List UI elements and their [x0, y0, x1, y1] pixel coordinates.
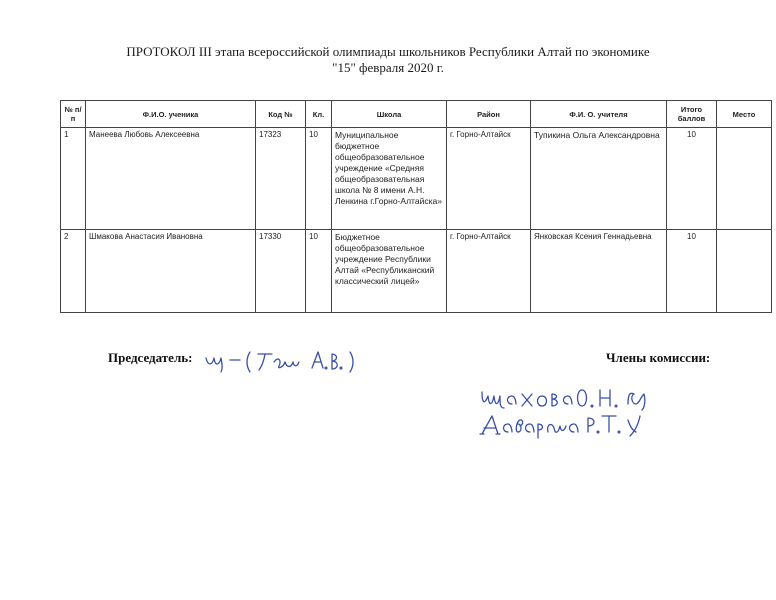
commission-signature-2-icon — [478, 410, 658, 440]
col-header-grade: Кл. — [306, 101, 332, 128]
col-header-school: Школа — [332, 101, 447, 128]
cell-score: 10 — [667, 128, 717, 230]
col-header-place: Место — [717, 101, 772, 128]
table-header-row — [61, 101, 772, 128]
cell-grade: 10 — [306, 230, 332, 313]
cell-school: Бюджетное общеобразовательное учреждение Республики Алтай «Республиканский классический лицей» — [332, 230, 447, 313]
cell-num: 2 — [61, 230, 86, 313]
cell-teacher: Янковская Ксения Геннадьевна — [531, 230, 667, 313]
cell-grade: 10 — [306, 128, 332, 230]
cell-name: Манеева Любовь Алексеевна — [86, 128, 256, 230]
cell-place — [717, 128, 772, 230]
cell-teacher: Тупикина Ольга Александровна — [531, 128, 667, 230]
protocol-title — [0, 44, 776, 76]
cell-district: г. Горно-Алтайск — [447, 230, 531, 313]
col-header-district: Район — [447, 101, 531, 128]
chairman-label: Председатель: — [108, 350, 193, 365]
cell-code: 17330 — [256, 230, 306, 313]
col-header-score: Итого баллов — [667, 101, 717, 128]
commission-members-label: Члены комиссии: — [606, 350, 711, 365]
cell-district: г. Горно-Алтайск — [447, 128, 531, 230]
col-header-code: Код № — [256, 101, 306, 128]
col-header-teacher: Ф.И. О. учителя — [531, 101, 667, 128]
title-line-2: "15" февраля 2020 г. — [332, 60, 444, 75]
cell-code: 17323 — [256, 128, 306, 230]
title-line-1: ПРОТОКОЛ III этапа всероссийской олимпиады школьников Республики Алтай по экономике — [126, 44, 650, 59]
chairman-signature-icon — [200, 346, 370, 376]
cell-name: Шмакова Анастасия Ивановна — [86, 230, 256, 313]
cell-num: 1 — [61, 128, 86, 230]
cell-place — [717, 230, 772, 313]
col-header-num: № п/п — [61, 101, 86, 128]
results-table — [60, 100, 772, 313]
cell-school: Муниципальное бюджетное общеобразовательное учреждение «Средняя общеобразовательная школа № 8 имени А.Н. Ленкина г.Горно-Алтайска» — [332, 128, 447, 230]
commission-signature-1-icon — [478, 384, 658, 412]
table-row — [61, 128, 772, 230]
col-header-name: Ф.И.О. ученика — [86, 101, 256, 128]
table-row — [61, 230, 772, 313]
cell-score: 10 — [667, 230, 717, 313]
